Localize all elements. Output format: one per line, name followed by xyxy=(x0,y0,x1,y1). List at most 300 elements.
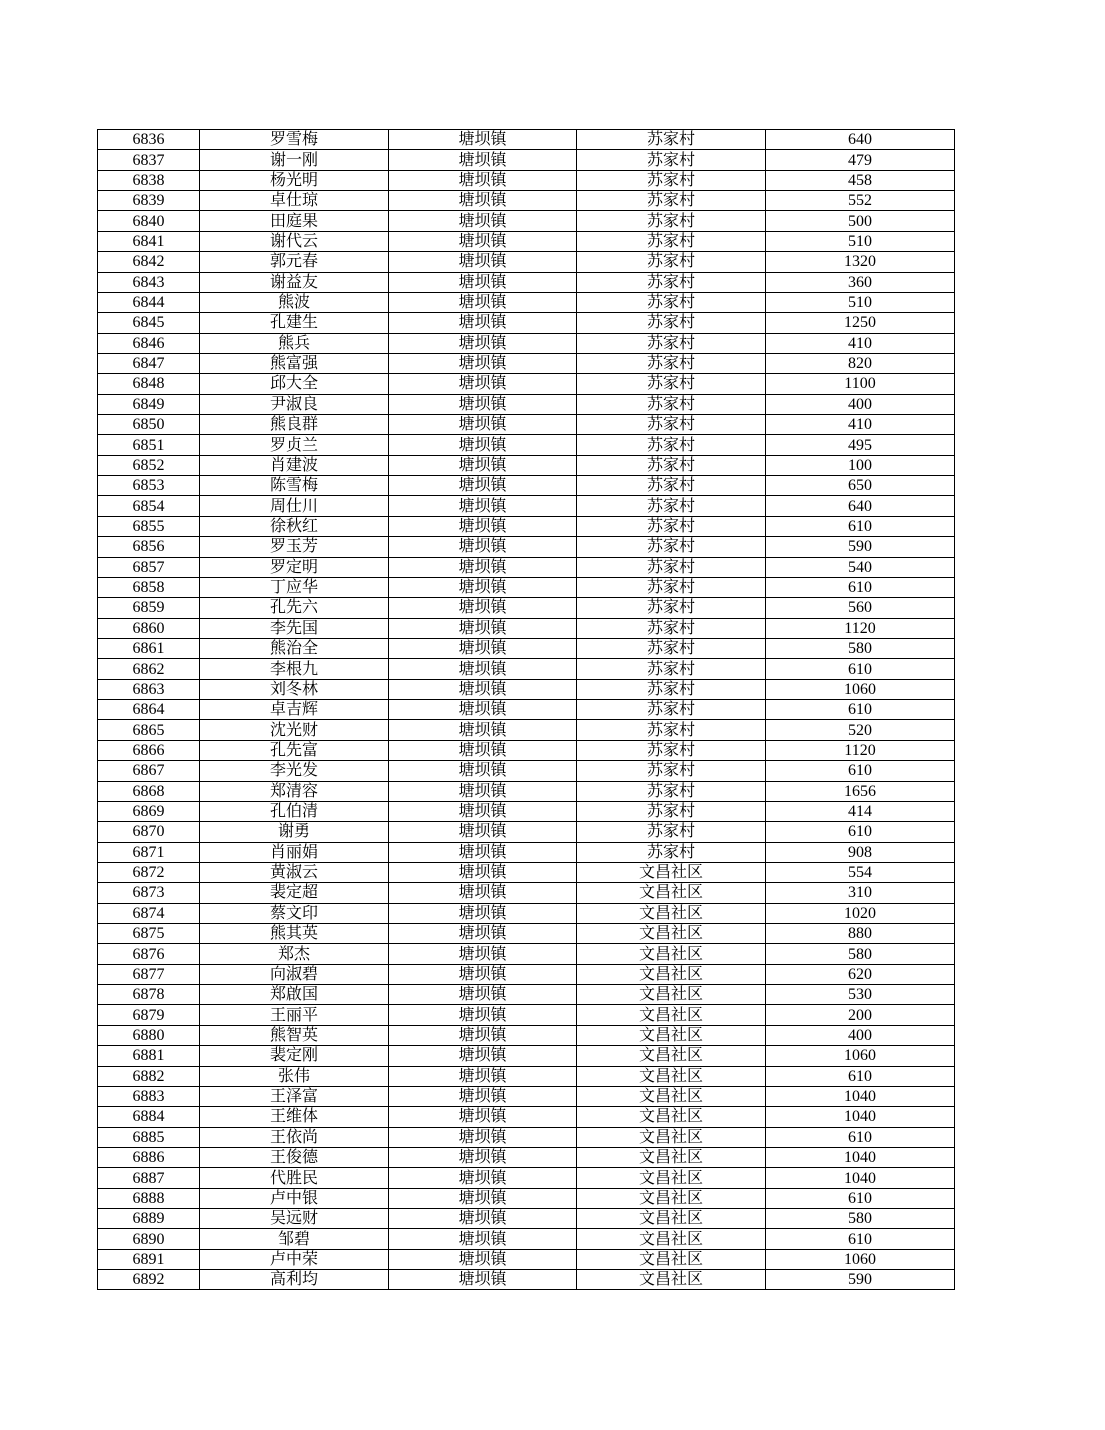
name-cell: 沈光财 xyxy=(200,720,389,740)
village-cell: 苏家村 xyxy=(577,191,766,211)
name-cell: 熊良群 xyxy=(200,415,389,435)
amount-cell: 500 xyxy=(766,211,955,231)
name-cell: 王泽富 xyxy=(200,1086,389,1106)
table-row xyxy=(98,944,955,964)
table-row xyxy=(98,679,955,699)
row-number-cell: 6878 xyxy=(98,985,200,1005)
name-cell: 卢中荣 xyxy=(200,1249,389,1269)
name-cell: 罗玉芳 xyxy=(200,537,389,557)
village-cell: 苏家村 xyxy=(577,557,766,577)
name-cell: 丁应华 xyxy=(200,577,389,597)
amount-cell: 640 xyxy=(766,130,955,150)
town-cell: 塘坝镇 xyxy=(389,455,577,475)
row-number-cell: 6860 xyxy=(98,618,200,638)
amount-cell: 820 xyxy=(766,353,955,373)
village-cell: 文昌社区 xyxy=(577,1168,766,1188)
town-cell: 塘坝镇 xyxy=(389,130,577,150)
name-cell: 裴定刚 xyxy=(200,1046,389,1066)
name-cell: 熊智英 xyxy=(200,1025,389,1045)
table-row xyxy=(98,1209,955,1229)
village-cell: 文昌社区 xyxy=(577,1147,766,1167)
table-row xyxy=(98,659,955,679)
town-cell: 塘坝镇 xyxy=(389,618,577,638)
town-cell: 塘坝镇 xyxy=(389,333,577,353)
name-cell: 郭元春 xyxy=(200,252,389,272)
row-number-cell: 6843 xyxy=(98,272,200,292)
name-cell: 谢勇 xyxy=(200,822,389,842)
village-cell: 苏家村 xyxy=(577,476,766,496)
amount-cell: 540 xyxy=(766,557,955,577)
village-cell: 文昌社区 xyxy=(577,903,766,923)
amount-cell: 458 xyxy=(766,170,955,190)
row-number-cell: 6874 xyxy=(98,903,200,923)
town-cell: 塘坝镇 xyxy=(389,740,577,760)
village-cell: 文昌社区 xyxy=(577,944,766,964)
name-cell: 李根九 xyxy=(200,659,389,679)
amount-cell: 1656 xyxy=(766,781,955,801)
row-number-cell: 6881 xyxy=(98,1046,200,1066)
row-number-cell: 6851 xyxy=(98,435,200,455)
table-row xyxy=(98,1086,955,1106)
village-cell: 苏家村 xyxy=(577,292,766,312)
name-cell: 肖建波 xyxy=(200,455,389,475)
table-row xyxy=(98,313,955,333)
amount-cell: 552 xyxy=(766,191,955,211)
row-number-cell: 6875 xyxy=(98,924,200,944)
table-row xyxy=(98,211,955,231)
village-cell: 文昌社区 xyxy=(577,924,766,944)
amount-cell: 580 xyxy=(766,638,955,658)
row-number-cell: 6859 xyxy=(98,598,200,618)
name-cell: 吴远财 xyxy=(200,1209,389,1229)
village-cell: 苏家村 xyxy=(577,415,766,435)
town-cell: 塘坝镇 xyxy=(389,435,577,455)
amount-cell: 610 xyxy=(766,516,955,536)
amount-cell: 1120 xyxy=(766,740,955,760)
name-cell: 谢一刚 xyxy=(200,150,389,170)
town-cell: 塘坝镇 xyxy=(389,924,577,944)
village-cell: 苏家村 xyxy=(577,455,766,475)
table-row xyxy=(98,476,955,496)
town-cell: 塘坝镇 xyxy=(389,1107,577,1127)
name-cell: 周仕川 xyxy=(200,496,389,516)
town-cell: 塘坝镇 xyxy=(389,537,577,557)
row-number-cell: 6844 xyxy=(98,292,200,312)
town-cell: 塘坝镇 xyxy=(389,150,577,170)
village-cell: 苏家村 xyxy=(577,679,766,699)
town-cell: 塘坝镇 xyxy=(389,801,577,821)
table-row xyxy=(98,1188,955,1208)
village-cell: 苏家村 xyxy=(577,252,766,272)
name-cell: 刘冬林 xyxy=(200,679,389,699)
village-cell: 苏家村 xyxy=(577,659,766,679)
name-cell: 裴定超 xyxy=(200,883,389,903)
name-cell: 王俊德 xyxy=(200,1147,389,1167)
amount-cell: 560 xyxy=(766,598,955,618)
village-cell: 苏家村 xyxy=(577,333,766,353)
town-cell: 塘坝镇 xyxy=(389,1249,577,1269)
amount-cell: 610 xyxy=(766,700,955,720)
table-row xyxy=(98,638,955,658)
town-cell: 塘坝镇 xyxy=(389,964,577,984)
amount-cell: 1060 xyxy=(766,1249,955,1269)
village-cell: 苏家村 xyxy=(577,781,766,801)
village-cell: 苏家村 xyxy=(577,353,766,373)
table-row xyxy=(98,1066,955,1086)
amount-cell: 580 xyxy=(766,944,955,964)
name-cell: 李先国 xyxy=(200,618,389,638)
amount-cell: 530 xyxy=(766,985,955,1005)
name-cell: 谢代云 xyxy=(200,231,389,251)
amount-cell: 510 xyxy=(766,292,955,312)
amount-cell: 1100 xyxy=(766,374,955,394)
table-row xyxy=(98,496,955,516)
amount-cell: 1060 xyxy=(766,1046,955,1066)
town-cell: 塘坝镇 xyxy=(389,761,577,781)
town-cell: 塘坝镇 xyxy=(389,1066,577,1086)
row-number-cell: 6864 xyxy=(98,700,200,720)
village-cell: 苏家村 xyxy=(577,374,766,394)
table-row xyxy=(98,862,955,882)
village-cell: 文昌社区 xyxy=(577,1107,766,1127)
village-cell: 文昌社区 xyxy=(577,1270,766,1290)
town-cell: 塘坝镇 xyxy=(389,1025,577,1045)
amount-cell: 200 xyxy=(766,1005,955,1025)
town-cell: 塘坝镇 xyxy=(389,1086,577,1106)
table-row xyxy=(98,761,955,781)
amount-cell: 580 xyxy=(766,1209,955,1229)
town-cell: 塘坝镇 xyxy=(389,638,577,658)
name-cell: 熊波 xyxy=(200,292,389,312)
town-cell: 塘坝镇 xyxy=(389,944,577,964)
name-cell: 陈雪梅 xyxy=(200,476,389,496)
row-number-cell: 6861 xyxy=(98,638,200,658)
village-cell: 文昌社区 xyxy=(577,985,766,1005)
row-number-cell: 6854 xyxy=(98,496,200,516)
table-row xyxy=(98,924,955,944)
village-cell: 苏家村 xyxy=(577,577,766,597)
amount-cell: 1040 xyxy=(766,1168,955,1188)
table-row xyxy=(98,353,955,373)
table-row xyxy=(98,537,955,557)
amount-cell: 310 xyxy=(766,883,955,903)
name-cell: 孔先富 xyxy=(200,740,389,760)
row-number-cell: 6857 xyxy=(98,557,200,577)
row-number-cell: 6853 xyxy=(98,476,200,496)
name-cell: 王依尚 xyxy=(200,1127,389,1147)
row-number-cell: 6850 xyxy=(98,415,200,435)
name-cell: 孔建生 xyxy=(200,313,389,333)
town-cell: 塘坝镇 xyxy=(389,1046,577,1066)
table-body xyxy=(98,130,955,1290)
row-number-cell: 6879 xyxy=(98,1005,200,1025)
row-number-cell: 6885 xyxy=(98,1127,200,1147)
table-row xyxy=(98,1025,955,1045)
amount-cell: 880 xyxy=(766,924,955,944)
village-cell: 苏家村 xyxy=(577,822,766,842)
town-cell: 塘坝镇 xyxy=(389,374,577,394)
name-cell: 熊治全 xyxy=(200,638,389,658)
data-table xyxy=(97,129,955,1290)
table-row xyxy=(98,1005,955,1025)
table-row xyxy=(98,577,955,597)
village-cell: 文昌社区 xyxy=(577,862,766,882)
row-number-cell: 6838 xyxy=(98,170,200,190)
village-cell: 文昌社区 xyxy=(577,1188,766,1208)
town-cell: 塘坝镇 xyxy=(389,252,577,272)
name-cell: 卓吉辉 xyxy=(200,700,389,720)
table-row xyxy=(98,883,955,903)
town-cell: 塘坝镇 xyxy=(389,679,577,699)
table-row xyxy=(98,231,955,251)
amount-cell: 610 xyxy=(766,822,955,842)
name-cell: 郑清容 xyxy=(200,781,389,801)
village-cell: 文昌社区 xyxy=(577,1025,766,1045)
table-row xyxy=(98,1046,955,1066)
town-cell: 塘坝镇 xyxy=(389,577,577,597)
village-cell: 文昌社区 xyxy=(577,1249,766,1269)
town-cell: 塘坝镇 xyxy=(389,1005,577,1025)
town-cell: 塘坝镇 xyxy=(389,598,577,618)
row-number-cell: 6858 xyxy=(98,577,200,597)
name-cell: 郑啟国 xyxy=(200,985,389,1005)
amount-cell: 100 xyxy=(766,455,955,475)
row-number-cell: 6848 xyxy=(98,374,200,394)
row-number-cell: 6836 xyxy=(98,130,200,150)
row-number-cell: 6841 xyxy=(98,231,200,251)
name-cell: 蔡文印 xyxy=(200,903,389,923)
row-number-cell: 6882 xyxy=(98,1066,200,1086)
table-row xyxy=(98,1107,955,1127)
name-cell: 罗定明 xyxy=(200,557,389,577)
row-number-cell: 6847 xyxy=(98,353,200,373)
village-cell: 苏家村 xyxy=(577,761,766,781)
table-row xyxy=(98,1270,955,1290)
name-cell: 代胜民 xyxy=(200,1168,389,1188)
amount-cell: 908 xyxy=(766,842,955,862)
table-row xyxy=(98,1168,955,1188)
table-row xyxy=(98,618,955,638)
table-row xyxy=(98,781,955,801)
table-row xyxy=(98,822,955,842)
table-row xyxy=(98,557,955,577)
row-number-cell: 6862 xyxy=(98,659,200,679)
table-row xyxy=(98,720,955,740)
amount-cell: 590 xyxy=(766,537,955,557)
amount-cell: 610 xyxy=(766,761,955,781)
name-cell: 孔先六 xyxy=(200,598,389,618)
amount-cell: 1040 xyxy=(766,1147,955,1167)
row-number-cell: 6880 xyxy=(98,1025,200,1045)
table-row xyxy=(98,394,955,414)
town-cell: 塘坝镇 xyxy=(389,353,577,373)
village-cell: 苏家村 xyxy=(577,516,766,536)
village-cell: 苏家村 xyxy=(577,170,766,190)
town-cell: 塘坝镇 xyxy=(389,231,577,251)
table-row xyxy=(98,435,955,455)
name-cell: 卓仕琼 xyxy=(200,191,389,211)
row-number-cell: 6892 xyxy=(98,1270,200,1290)
row-number-cell: 6887 xyxy=(98,1168,200,1188)
amount-cell: 610 xyxy=(766,1127,955,1147)
town-cell: 塘坝镇 xyxy=(389,1127,577,1147)
amount-cell: 640 xyxy=(766,496,955,516)
table-row xyxy=(98,740,955,760)
row-number-cell: 6866 xyxy=(98,740,200,760)
village-cell: 苏家村 xyxy=(577,801,766,821)
amount-cell: 400 xyxy=(766,394,955,414)
table-row xyxy=(98,130,955,150)
village-cell: 苏家村 xyxy=(577,435,766,455)
amount-cell: 650 xyxy=(766,476,955,496)
village-cell: 苏家村 xyxy=(577,211,766,231)
amount-cell: 554 xyxy=(766,862,955,882)
amount-cell: 1120 xyxy=(766,618,955,638)
table-row xyxy=(98,150,955,170)
name-cell: 孔伯清 xyxy=(200,801,389,821)
table-row xyxy=(98,903,955,923)
name-cell: 罗雪梅 xyxy=(200,130,389,150)
town-cell: 塘坝镇 xyxy=(389,292,577,312)
village-cell: 苏家村 xyxy=(577,638,766,658)
town-cell: 塘坝镇 xyxy=(389,1209,577,1229)
table-row xyxy=(98,191,955,211)
name-cell: 王丽平 xyxy=(200,1005,389,1025)
amount-cell: 495 xyxy=(766,435,955,455)
amount-cell: 360 xyxy=(766,272,955,292)
town-cell: 塘坝镇 xyxy=(389,496,577,516)
name-cell: 邹碧 xyxy=(200,1229,389,1249)
table-row xyxy=(98,292,955,312)
amount-cell: 610 xyxy=(766,577,955,597)
amount-cell: 510 xyxy=(766,231,955,251)
amount-cell: 590 xyxy=(766,1270,955,1290)
name-cell: 张伟 xyxy=(200,1066,389,1086)
village-cell: 文昌社区 xyxy=(577,883,766,903)
table-row xyxy=(98,801,955,821)
village-cell: 苏家村 xyxy=(577,130,766,150)
amount-cell: 520 xyxy=(766,720,955,740)
row-number-cell: 6869 xyxy=(98,801,200,821)
town-cell: 塘坝镇 xyxy=(389,700,577,720)
amount-cell: 410 xyxy=(766,415,955,435)
village-cell: 苏家村 xyxy=(577,231,766,251)
name-cell: 向淑碧 xyxy=(200,964,389,984)
name-cell: 肖丽娟 xyxy=(200,842,389,862)
town-cell: 塘坝镇 xyxy=(389,1168,577,1188)
village-cell: 苏家村 xyxy=(577,598,766,618)
village-cell: 苏家村 xyxy=(577,394,766,414)
village-cell: 苏家村 xyxy=(577,700,766,720)
town-cell: 塘坝镇 xyxy=(389,985,577,1005)
amount-cell: 1040 xyxy=(766,1107,955,1127)
row-number-cell: 6867 xyxy=(98,761,200,781)
row-number-cell: 6871 xyxy=(98,842,200,862)
row-number-cell: 6876 xyxy=(98,944,200,964)
row-number-cell: 6845 xyxy=(98,313,200,333)
row-number-cell: 6872 xyxy=(98,862,200,882)
town-cell: 塘坝镇 xyxy=(389,476,577,496)
name-cell: 罗贞兰 xyxy=(200,435,389,455)
town-cell: 塘坝镇 xyxy=(389,1229,577,1249)
town-cell: 塘坝镇 xyxy=(389,415,577,435)
row-number-cell: 6870 xyxy=(98,822,200,842)
town-cell: 塘坝镇 xyxy=(389,557,577,577)
amount-cell: 479 xyxy=(766,150,955,170)
row-number-cell: 6839 xyxy=(98,191,200,211)
town-cell: 塘坝镇 xyxy=(389,842,577,862)
table-row xyxy=(98,516,955,536)
row-number-cell: 6855 xyxy=(98,516,200,536)
town-cell: 塘坝镇 xyxy=(389,1188,577,1208)
amount-cell: 610 xyxy=(766,659,955,679)
name-cell: 熊富强 xyxy=(200,353,389,373)
amount-cell: 410 xyxy=(766,333,955,353)
amount-cell: 610 xyxy=(766,1066,955,1086)
name-cell: 邱大全 xyxy=(200,374,389,394)
village-cell: 文昌社区 xyxy=(577,1046,766,1066)
row-number-cell: 6886 xyxy=(98,1147,200,1167)
table-row xyxy=(98,170,955,190)
name-cell: 黄淑云 xyxy=(200,862,389,882)
town-cell: 塘坝镇 xyxy=(389,883,577,903)
table-row xyxy=(98,374,955,394)
table-row xyxy=(98,1249,955,1269)
village-cell: 苏家村 xyxy=(577,618,766,638)
village-cell: 苏家村 xyxy=(577,496,766,516)
row-number-cell: 6888 xyxy=(98,1188,200,1208)
amount-cell: 1040 xyxy=(766,1086,955,1106)
village-cell: 文昌社区 xyxy=(577,1066,766,1086)
row-number-cell: 6877 xyxy=(98,964,200,984)
village-cell: 文昌社区 xyxy=(577,1209,766,1229)
row-number-cell: 6873 xyxy=(98,883,200,903)
row-number-cell: 6863 xyxy=(98,679,200,699)
table-row xyxy=(98,272,955,292)
row-number-cell: 6846 xyxy=(98,333,200,353)
row-number-cell: 6868 xyxy=(98,781,200,801)
town-cell: 塘坝镇 xyxy=(389,272,577,292)
village-cell: 苏家村 xyxy=(577,272,766,292)
name-cell: 卢中银 xyxy=(200,1188,389,1208)
amount-cell: 1020 xyxy=(766,903,955,923)
town-cell: 塘坝镇 xyxy=(389,394,577,414)
town-cell: 塘坝镇 xyxy=(389,903,577,923)
village-cell: 文昌社区 xyxy=(577,1127,766,1147)
village-cell: 苏家村 xyxy=(577,740,766,760)
row-number-cell: 6883 xyxy=(98,1086,200,1106)
town-cell: 塘坝镇 xyxy=(389,1270,577,1290)
table-row xyxy=(98,964,955,984)
town-cell: 塘坝镇 xyxy=(389,659,577,679)
table-row xyxy=(98,333,955,353)
amount-cell: 1250 xyxy=(766,313,955,333)
table-row xyxy=(98,415,955,435)
table-row xyxy=(98,598,955,618)
village-cell: 文昌社区 xyxy=(577,1229,766,1249)
table-row xyxy=(98,1127,955,1147)
name-cell: 谢益友 xyxy=(200,272,389,292)
amount-cell: 1060 xyxy=(766,679,955,699)
table-row xyxy=(98,455,955,475)
amount-cell: 400 xyxy=(766,1025,955,1045)
amount-cell: 1320 xyxy=(766,252,955,272)
village-cell: 苏家村 xyxy=(577,537,766,557)
row-number-cell: 6891 xyxy=(98,1249,200,1269)
town-cell: 塘坝镇 xyxy=(389,516,577,536)
amount-cell: 610 xyxy=(766,1188,955,1208)
town-cell: 塘坝镇 xyxy=(389,170,577,190)
